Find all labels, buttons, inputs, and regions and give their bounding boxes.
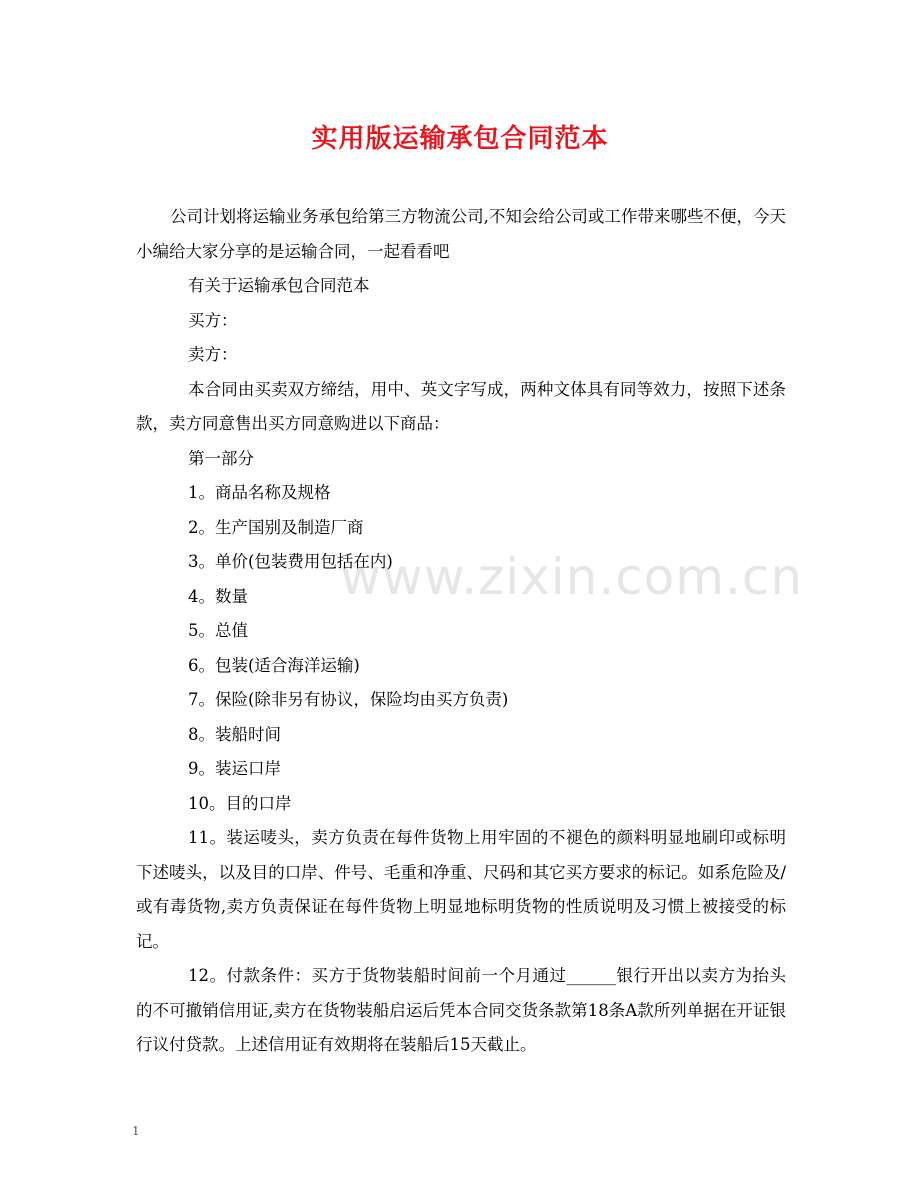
intro-paragraph: 公司计划将运输业务承包给第三方物流公司,不知会给公司或工作带来哪些不便，今天小编给大家分享的是运输合同，一起看看吧 bbox=[136, 207, 786, 261]
list-item: 8。装船时间 bbox=[188, 724, 281, 744]
buyer-line: 买方： bbox=[188, 310, 238, 330]
page-number: 1 bbox=[132, 1124, 140, 1138]
page-title: 实用版运输承包合同范本 bbox=[311, 124, 609, 154]
list-item: 5。总值 bbox=[188, 621, 248, 640]
list-item: 2。生产国别及制造厂商 bbox=[188, 517, 364, 537]
list-item: 10。目的口岸 bbox=[188, 793, 292, 813]
list-item: 6。包装(适合海洋运输) bbox=[188, 655, 360, 675]
list-item: 4。数量 bbox=[188, 586, 248, 606]
part-heading: 第一部分 bbox=[188, 448, 254, 468]
list-item: 1。商品名称及规格 bbox=[188, 483, 331, 502]
clause-11-paragraph: 11。装运唛头，卖方负责在每件货物上用牢固的不褪色的颜料明显地刷印或标明下述唛头，以及目的口岸、件号、毛重和净重、尺码和其它买方要求的标记。如系危险及/或有毒货物,卖方负责保证在每件货物上明显地标明货物的性质说明及习惯上被接受的标记。 bbox=[136, 828, 786, 951]
document-body bbox=[136, 200, 786, 1063]
watermark: www.zixin.com.cn bbox=[340, 548, 804, 606]
list-item: 3。单价(包装费用包括在内) bbox=[188, 552, 393, 571]
list-item: 9。装运口岸 bbox=[188, 759, 281, 778]
preamble-paragraph: 本合同由买卖双方缔结，用中、英文字写成，两种文体具有同等效力，按照下述条款，卖方同意售出买方同意购进以下商品： bbox=[136, 379, 786, 433]
list-item: 7。保险(除非另有协议，保险均由买方负责) bbox=[188, 690, 509, 709]
seller-line: 卖方： bbox=[188, 345, 238, 364]
clause-12-paragraph: 12。付款条件：买方于货物装船时间前一个月通过______银行开出以卖方为抬头的不可撤销信用证,卖方在货物装船启运后凭本合同交货条款第18条A款所列单据在开证银行议付贷款。上述信用证有效期将在装船后15天截止。 bbox=[136, 966, 786, 1054]
subtitle-line: 有关于运输承包合同范本 bbox=[188, 276, 370, 295]
